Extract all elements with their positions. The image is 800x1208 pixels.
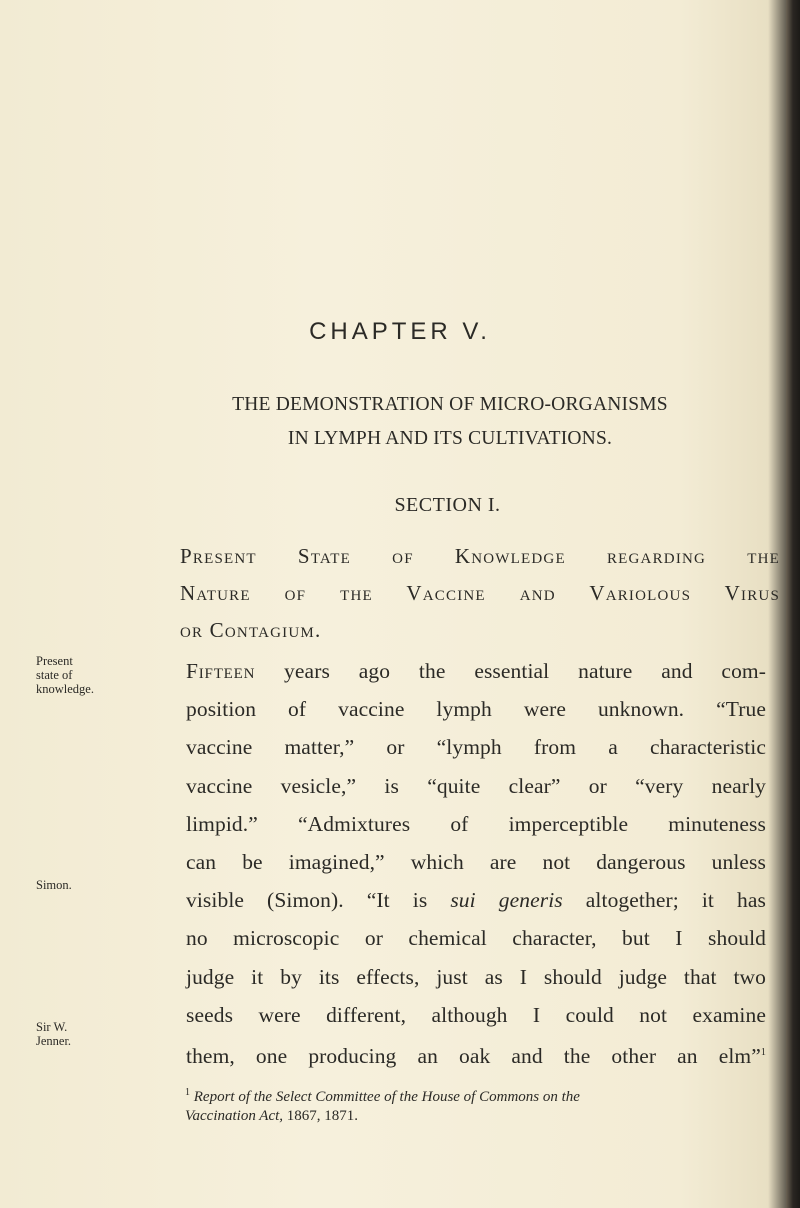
section-heading-line-1: Present State of Knowledge regarding the: [180, 544, 780, 568]
body-line: [186, 881, 766, 919]
chapter-title-line-1: THE DEMONSTRATION OF MICRO-ORGANISMS: [232, 394, 668, 415]
chapter-title: [140, 388, 760, 456]
body-line: vaccine matter,” or “lymph from a characteristic: [186, 735, 766, 760]
body-paragraph: [186, 652, 766, 1075]
body-text-span: years ago the essential nature and com-: [255, 659, 766, 683]
margin-note-line: Sir W.: [36, 1020, 68, 1034]
chapter-title-line-2: IN LYMPH AND ITS CULTIVATIONS.: [287, 428, 613, 449]
body-line: vaccine vesicle,” is “quite clear” or “very nearly: [186, 773, 766, 798]
footnote-italic-text: Report of the Select Committee of the House of Commons on the: [193, 1089, 580, 1105]
body-line: position of vaccine lymph were unknown. “True: [186, 697, 766, 722]
footnote: [185, 1083, 765, 1126]
body-line: [186, 1034, 766, 1075]
margin-note-simon: [36, 878, 146, 892]
body-text-span: altogether; it has: [562, 888, 766, 913]
margin-note-line: knowledge.: [36, 682, 94, 696]
section-heading-line-2: Nature of the Vaccine and Variolous Virus: [180, 581, 780, 605]
footnote-line-2: [185, 1107, 765, 1126]
body-italic-span: sui generis: [450, 888, 563, 913]
footnote-reference: 1: [760, 1047, 766, 1059]
body-text-span: them, one producing an oak and the other an elm”: [186, 1044, 761, 1069]
body-text-span: visible (Simon). “It is: [186, 888, 451, 913]
footnote-marker: 1: [185, 1087, 190, 1098]
margin-note-line: Simon.: [36, 878, 72, 892]
margin-note-jenner: [36, 1020, 146, 1048]
margin-note-line: Present: [36, 654, 73, 668]
section-number: SECTION I.: [394, 494, 501, 516]
body-line: no microscopic or chemical character, but I should: [186, 926, 766, 951]
body-lead-word: Fifteen: [186, 659, 256, 683]
book-binding-edge: [786, 0, 800, 1208]
footnote-line-1: [185, 1083, 765, 1107]
section-heading: [180, 538, 780, 649]
margin-note-line: Jenner.: [36, 1034, 72, 1048]
body-line: judge it by its effects, just as I should judge that two: [186, 964, 766, 989]
margin-note-present-state: [36, 654, 146, 696]
margin-note-line: state of: [36, 668, 73, 682]
chapter-number: CHAPTER V.: [309, 318, 491, 345]
body-line: seeds were different, although I could not examine: [186, 1002, 766, 1027]
body-line: limpid.” “Admixtures of imperceptible minuteness: [186, 811, 766, 836]
footnote-text: 1867, 1871.: [283, 1108, 359, 1124]
body-line: can be imagined,” which are not dangerous unless: [186, 850, 766, 875]
body-line: [186, 652, 766, 690]
section-heading-line-3: or Contagium.: [180, 618, 322, 642]
footnote-italic-text: Vaccination Act,: [185, 1108, 284, 1124]
